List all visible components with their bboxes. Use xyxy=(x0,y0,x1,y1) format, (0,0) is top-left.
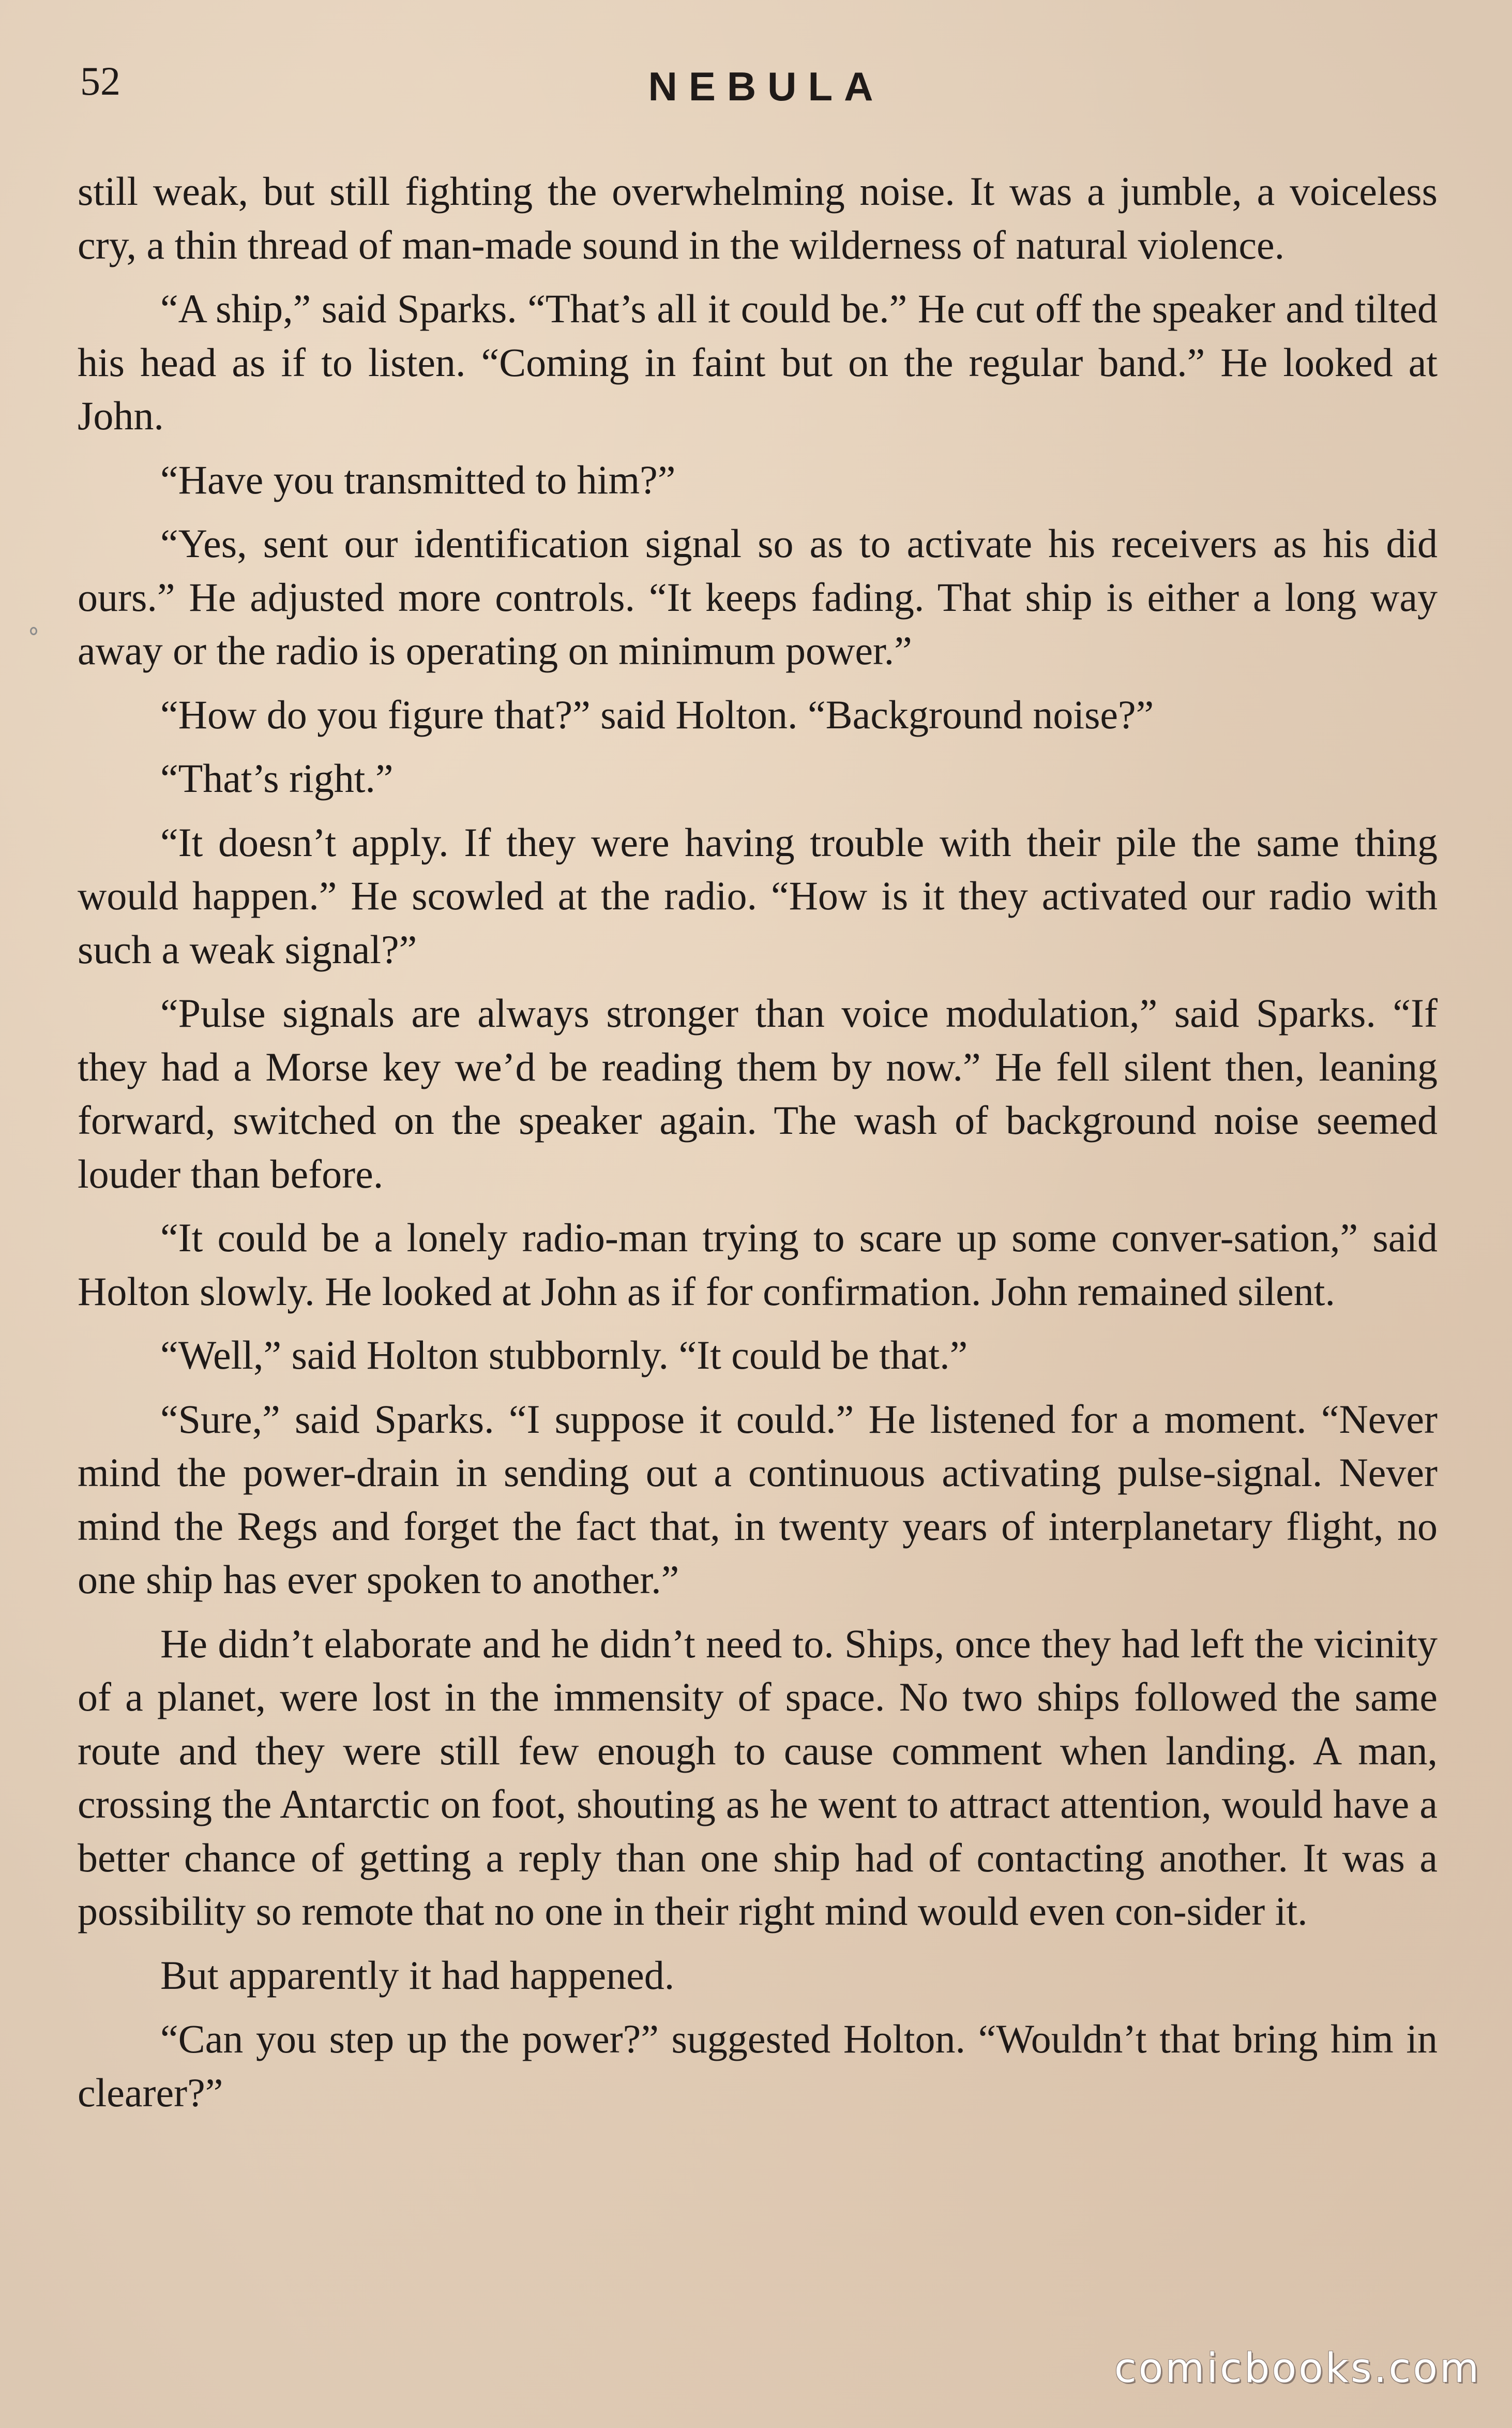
paper-speck xyxy=(30,627,37,635)
paragraph: “Have you transmitted to him?” xyxy=(160,457,676,502)
paragraph: “That’s right.” xyxy=(160,756,394,801)
paragraph: “It doesn’t apply. If they were having trouble with their pile the same thing would happen.” He scowled at the radio. “How is it they activated our radio with such a weak signal?” xyxy=(78,819,1438,972)
paragraph: “Can you step up the power?” suggested Holton. “Wouldn’t that bring him in clearer?” xyxy=(78,2016,1438,2115)
paragraph: “A ship,” said Sparks. “That’s all it could be.” He cut off the speaker and tilted his head as if to listen. “Coming in faint but on the regular band.” He looked at John. xyxy=(78,286,1438,438)
watermark-logo: comicbooks.com xyxy=(1114,2345,1481,2392)
paragraph: “It could be a lonely radio-man trying to scare up some conver-sation,” said Holton slowly. He looked at John as if for confirmation. John remained silent. xyxy=(78,1215,1438,1314)
paragraph: But apparently it had happened. xyxy=(160,1952,675,1998)
paragraph: “How do you figure that?” said Holton. “Background noise?” xyxy=(160,692,1154,737)
paragraph: “Sure,” said Sparks. “I suppose it could.” He listened for a moment. “Never mind the power-drain in sending out a continuous activating pulse-signal. Never mind the Regs and forget the fact that, in twenty years of interplanetary flight, no one ship has ever spoken to another.” xyxy=(78,1396,1438,1602)
running-title: NEBULA xyxy=(648,64,885,109)
page-number: 52 xyxy=(80,58,120,103)
paragraph: “Pulse signals are always stronger than voice modulation,” said Sparks. “If they had a Morse key we’d be reading them by now.” He fell silent then, leaning forward, switched on the speaker again. The wash of background noise seemed louder than before. xyxy=(78,991,1438,1196)
paragraph: still weak, but still fighting the overwhelming noise. It was a jumble, a voiceless cry, a thin thread of man-made sound in the wilderness of natural violence. xyxy=(78,169,1438,267)
paragraph: “Well,” said Holton stubbornly. “It could be that.” xyxy=(160,1332,968,1377)
paragraph: He didn’t elaborate and he didn’t need to. Ships, once they had left the vicinity of a planet, were lost in the immensity of space. No two ships followed the same route and they were still few enough to cause comment when landing. A man, crossing the Antarctic on foot, shouting as he went to attract attention, would have a better chance of getting a reply than one ship had of contacting another. It was a possibility so remote that no one in their right mind would even con-sider it. xyxy=(78,1621,1438,1934)
paragraph: “Yes, sent our identification signal so as to activate his receivers as his did ours.” He adjusted more controls. “It keeps fading. That ship is either a long way away or the radio is operating on minimum power.” xyxy=(78,521,1438,673)
body-text xyxy=(78,164,1438,2130)
